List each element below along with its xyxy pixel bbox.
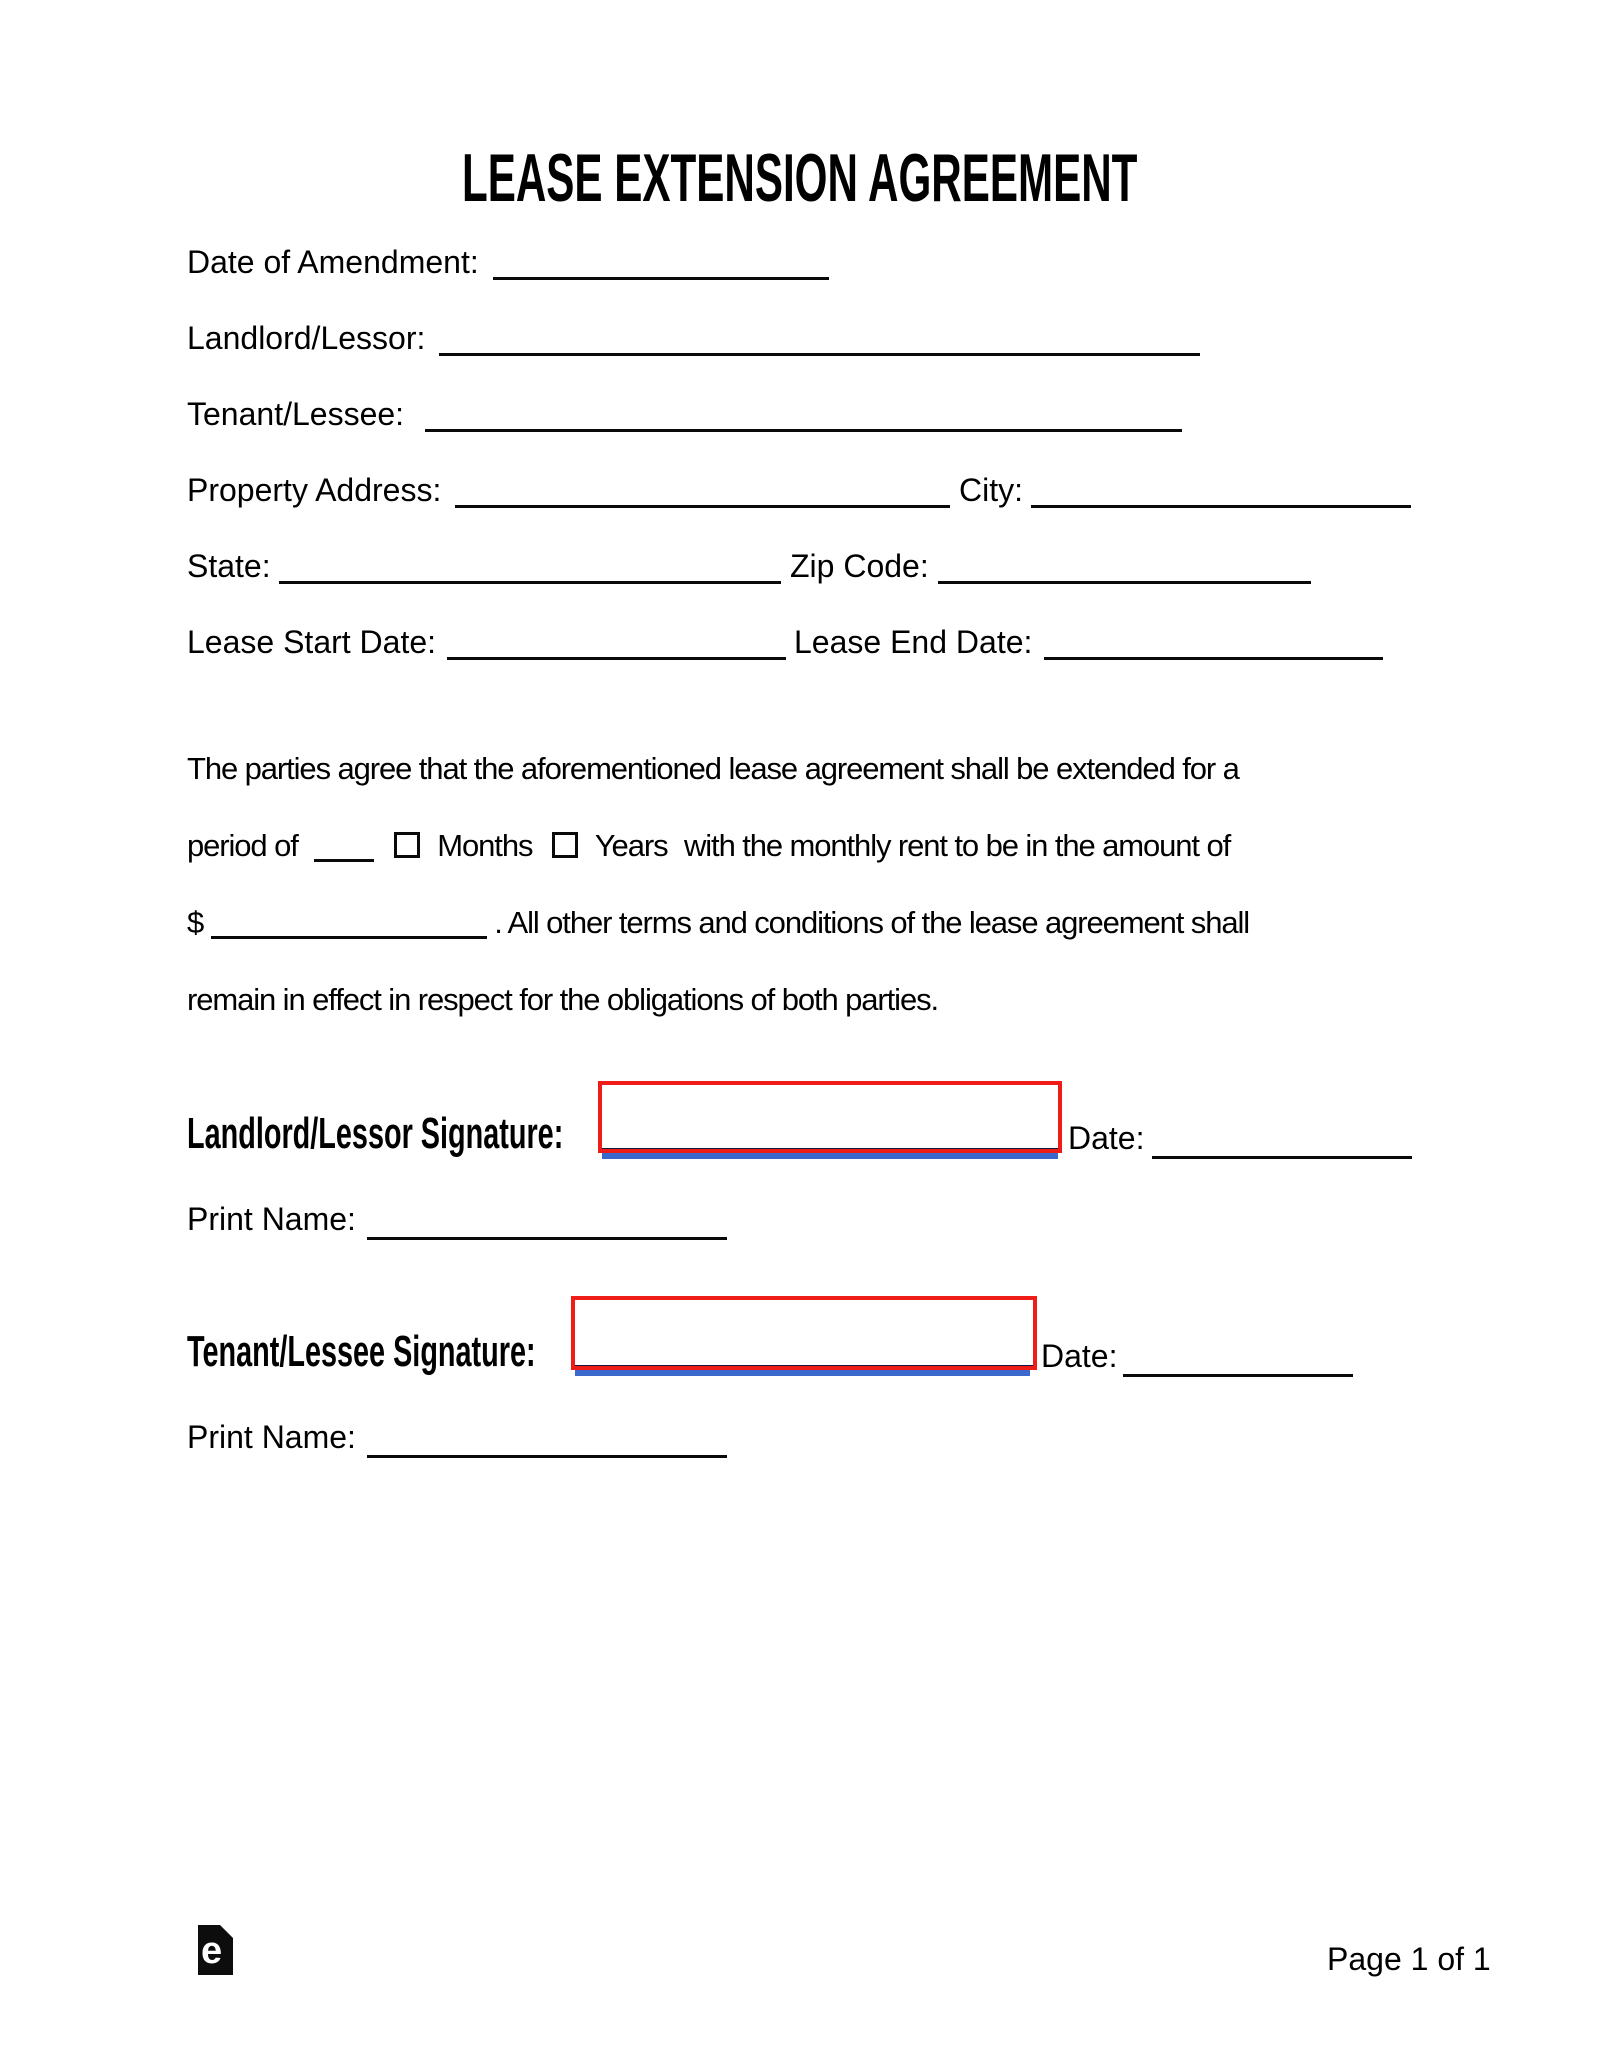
dollar-sign: $: [187, 905, 204, 940]
date-of-amendment-blank[interactable]: [493, 243, 829, 280]
row-date-of-amendment: [0, 243, 1600, 287]
property-address-blank[interactable]: [455, 471, 950, 508]
landlord-label: Landlord/Lessor:: [187, 320, 426, 356]
zip-code-blank[interactable]: [938, 547, 1311, 584]
body-line-3: [187, 904, 1427, 942]
months-option-label: Months: [437, 828, 533, 863]
landlord-print-name-blank[interactable]: [367, 1203, 727, 1240]
body-line-4: remain in effect in respect for the obligations of both parties.: [187, 982, 938, 1017]
landlord-date-label: Date:: [1068, 1120, 1145, 1156]
eforms-logo: [198, 1925, 233, 1975]
row-state-zip: [0, 547, 1600, 591]
state-label: State:: [187, 548, 271, 584]
page-title: [0, 140, 1600, 216]
tenant-print-name-label: Print Name:: [187, 1419, 356, 1455]
tenant-date-blank[interactable]: [1123, 1340, 1353, 1377]
tenant-label: Tenant/Lessee:: [187, 396, 405, 432]
page-title-text: LEASE EXTENSION AGREEMENT: [462, 140, 1138, 216]
body-line-3-suffix: . All other terms and conditions of the lease agreement shall: [494, 905, 1250, 940]
landlord-date-blank[interactable]: [1152, 1122, 1412, 1159]
landlord-blank[interactable]: [439, 319, 1200, 356]
lease-end-date-blank[interactable]: [1044, 623, 1383, 660]
lease-start-date-blank[interactable]: [447, 623, 786, 660]
city-label: City:: [959, 472, 1023, 508]
years-checkbox[interactable]: [552, 832, 578, 858]
eforms-logo-letter: e: [201, 1930, 223, 1972]
property-address-label: Property Address:: [187, 472, 442, 508]
tenant-date-label: Date:: [1041, 1338, 1118, 1374]
date-of-amendment-label: Date of Amendment:: [187, 244, 479, 280]
row-lease-dates: [0, 623, 1600, 667]
body-line-1: The parties agree that the aforementioned lease agreement shall be extended for a: [187, 751, 1239, 786]
tenant-print-name-blank[interactable]: [367, 1421, 727, 1458]
zip-code-label: Zip Code:: [790, 548, 929, 584]
tenant-signature-label-text: Tenant/Lessee Signature:: [187, 1327, 536, 1376]
tenant-blank[interactable]: [425, 395, 1182, 432]
body-line-2-suffix: with the monthly rent to be in the amount of: [683, 828, 1231, 863]
years-option-label: Years: [594, 828, 668, 863]
monthly-rent-amount-blank[interactable]: [211, 905, 487, 939]
lease-end-date-label: Lease End Date:: [794, 624, 1033, 660]
page-indicator: Page 1 of 1: [1327, 1941, 1491, 1977]
landlord-print-name-label: Print Name:: [187, 1201, 356, 1237]
lease-start-date-label: Lease Start Date:: [187, 624, 437, 660]
body-line-2: [187, 827, 1427, 865]
row-property-address: [0, 471, 1600, 515]
period-of-text: period of: [187, 828, 298, 863]
period-length-blank[interactable]: [314, 828, 374, 862]
state-blank[interactable]: [279, 547, 781, 584]
months-checkbox[interactable]: [394, 832, 420, 858]
city-blank[interactable]: [1031, 471, 1411, 508]
tenant-signature-label: [187, 1327, 719, 1376]
row-landlord: [0, 319, 1600, 363]
landlord-signature-label-text: Landlord/Lessor Signature:: [187, 1109, 564, 1158]
row-tenant: [0, 395, 1600, 439]
landlord-signature-label: [187, 1109, 762, 1158]
